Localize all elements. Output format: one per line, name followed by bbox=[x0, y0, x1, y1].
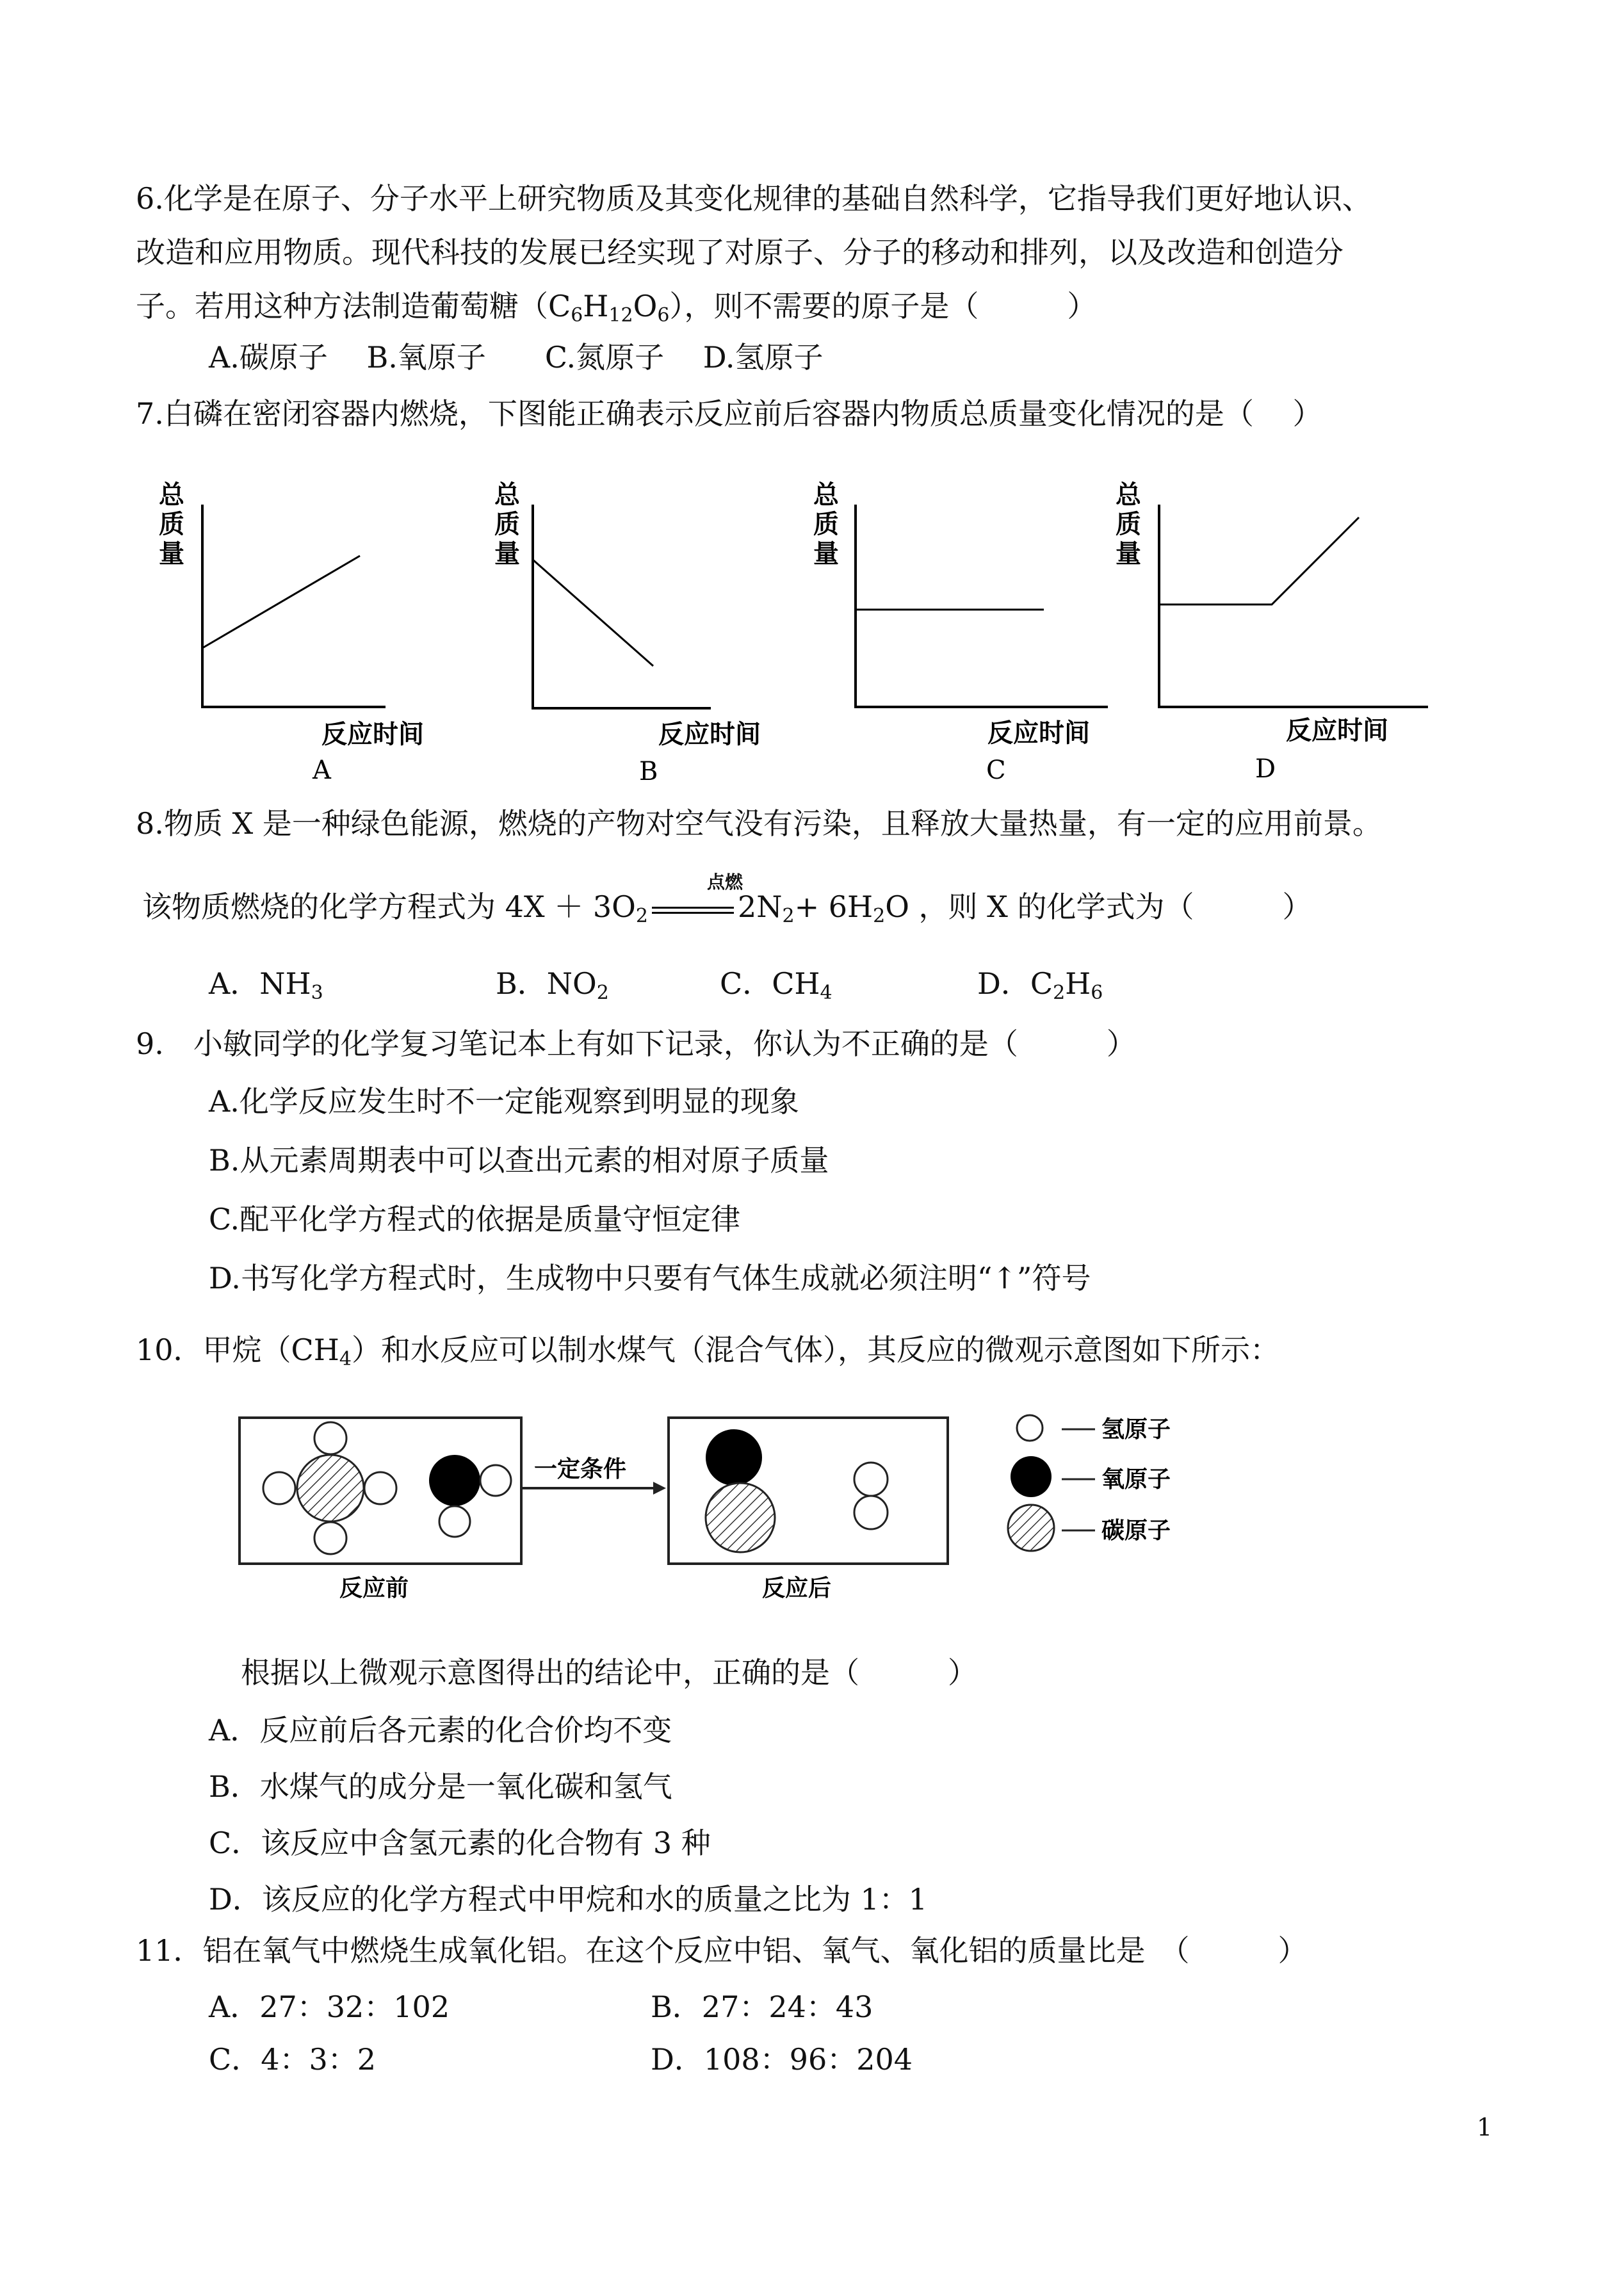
opt-sub: 2 bbox=[596, 982, 609, 1004]
ylabel: 质 bbox=[494, 509, 520, 539]
q6-options: A.碳原子 B.氧原子 C.氮原子 D.氢原子 bbox=[209, 340, 824, 375]
hydrogen-atom bbox=[480, 1465, 511, 1496]
q10-option-b: B．水煤气的成分是一氧化碳和氢气 bbox=[209, 1769, 672, 1804]
page-number: 1 bbox=[1477, 2113, 1493, 2141]
eq-prefix: 该物质燃烧的化学方程式为 4X ＋ 3O bbox=[142, 889, 636, 924]
carbon-atom bbox=[706, 1483, 775, 1552]
ylabel: 质 bbox=[1116, 509, 1141, 539]
graph-label: C bbox=[986, 756, 1006, 785]
eq-sub: 2 bbox=[873, 905, 886, 927]
arrow-label: 一定条件 bbox=[534, 1456, 627, 1482]
opt-text: A．NH bbox=[209, 966, 311, 1001]
q8-equation bbox=[142, 888, 1312, 936]
mass-line bbox=[533, 560, 653, 666]
opt-text: C．CH bbox=[720, 966, 820, 1001]
legend-oxygen: 氧原子 bbox=[1101, 1466, 1171, 1493]
before-label: 反应前 bbox=[339, 1575, 409, 1602]
xlabel: 反应时间 bbox=[987, 718, 1090, 748]
legend bbox=[1008, 1415, 1171, 1551]
eq-bar-top bbox=[652, 907, 734, 909]
q8-option-c bbox=[720, 964, 832, 1012]
xlabel: 反应时间 bbox=[658, 719, 761, 749]
q7-graphs bbox=[147, 474, 1441, 794]
ylabel: 量 bbox=[1116, 539, 1141, 569]
after-box bbox=[669, 1418, 948, 1564]
ylabel: 总 bbox=[494, 480, 520, 510]
q10-option-c: C．该反应中含氢元素的化合物有 3 种 bbox=[209, 1826, 711, 1860]
eq-condition: 点燃 bbox=[707, 872, 743, 893]
micro-diagram bbox=[237, 1409, 1236, 1614]
legend-hydrogen: 氢原子 bbox=[1101, 1416, 1171, 1443]
after-label: 反应后 bbox=[762, 1575, 832, 1602]
eq-n2: 2N bbox=[737, 889, 783, 924]
q6-o: O bbox=[633, 289, 658, 323]
graph-b bbox=[494, 480, 761, 786]
hydrogen-atom bbox=[364, 1472, 396, 1504]
q11-option-d: D．108：96：204 bbox=[651, 2042, 913, 2077]
eq-suffix: O ，则 X 的化学式为（ ） bbox=[885, 889, 1312, 924]
q11-stem: 11．铝在氧气中燃烧生成氧化铝。在这个反应中铝、氧气、氧化铝的质量比是 （ ） bbox=[136, 1933, 1308, 1968]
carbon-legend-icon bbox=[1008, 1505, 1054, 1551]
q6-line3-suffix: ），则不需要的原子是（ ） bbox=[669, 289, 1097, 323]
q9-option-b: B.从元素周期表中可以查出元素的相对原子质量 bbox=[209, 1143, 829, 1178]
q8-option-d bbox=[977, 964, 1103, 1012]
q6-line2: 改造和应用物质。现代科技的发展已经实现了对原子、分子的移动和排列，以及改造和创造分 bbox=[136, 235, 1344, 270]
h2-molecule bbox=[854, 1463, 888, 1529]
eq-sub: 2 bbox=[782, 905, 795, 927]
q6-line3-prefix: 子。若用这种方法制造葡萄糖（C bbox=[136, 289, 571, 323]
opt-sub: 4 bbox=[820, 982, 832, 1004]
ylabel: 总 bbox=[813, 480, 839, 510]
co-molecule bbox=[706, 1429, 775, 1552]
q10-stem bbox=[136, 1331, 1279, 1379]
water-molecule bbox=[429, 1455, 511, 1537]
opt-sub: 2 bbox=[1053, 982, 1066, 1004]
graph-a bbox=[159, 480, 424, 785]
stem-text: 10．甲烷（CH bbox=[136, 1333, 339, 1367]
q8-option-a bbox=[209, 964, 323, 1012]
graph-label: D bbox=[1255, 754, 1276, 784]
eq-bar-bottom bbox=[652, 912, 734, 914]
ylabel: 质 bbox=[159, 509, 184, 539]
hydrogen-atom bbox=[439, 1506, 470, 1537]
opt-sub: 3 bbox=[311, 982, 323, 1004]
q6-sub: 6 bbox=[657, 304, 670, 327]
opt-text: D．C bbox=[977, 966, 1053, 1001]
q9-stem: 9. 小敏同学的化学复习笔记本上有如下记录，你认为不正确的是（ ） bbox=[136, 1026, 1136, 1061]
hydrogen-legend-icon bbox=[1017, 1415, 1043, 1441]
opt-text: H bbox=[1065, 966, 1091, 1001]
ylabel: 总 bbox=[159, 480, 184, 510]
q8-stem: 8.物质 X 是一种绿色能源，燃烧的产物对空气没有污染，且释放大量热量，有一定的应用前景。 bbox=[136, 806, 1382, 841]
eq-h2o: + 6H bbox=[794, 889, 873, 924]
ylabel: 量 bbox=[813, 539, 839, 569]
q10-question: 根据以上微观示意图得出的结论中，正确的是（ ） bbox=[241, 1655, 977, 1690]
stem-text: ）和水反应可以制水煤气（混合气体），其反应的微观示意图如下所示： bbox=[351, 1333, 1279, 1367]
q10-option-a: A．反应前后各元素的化合价均不变 bbox=[209, 1713, 672, 1748]
hydrogen-atom bbox=[263, 1472, 295, 1504]
ylabel: 量 bbox=[159, 539, 184, 569]
hydrogen-atom bbox=[314, 1522, 346, 1554]
mass-line bbox=[1159, 517, 1359, 604]
q8-option-b bbox=[496, 964, 609, 1012]
graph-label: A bbox=[313, 756, 331, 785]
q6-h: H bbox=[583, 289, 609, 323]
q9-option-c: C.配平化学方程式的依据是质量守恒定律 bbox=[209, 1202, 741, 1237]
carbon-atom bbox=[297, 1455, 364, 1521]
legend-carbon: 碳原子 bbox=[1101, 1518, 1171, 1544]
q11-option-c: C．4：3：2 bbox=[209, 2042, 376, 2077]
hydrogen-atom bbox=[854, 1496, 888, 1529]
ylabel: 量 bbox=[494, 539, 520, 569]
xlabel: 反应时间 bbox=[321, 719, 424, 749]
graph-c bbox=[813, 480, 1108, 785]
q11-option-a: A．27：32：102 bbox=[209, 1990, 450, 2024]
stem-sub: 4 bbox=[339, 1348, 352, 1370]
hydrogen-atom bbox=[314, 1422, 346, 1454]
eq-sub: 2 bbox=[635, 905, 648, 927]
q6-line3 bbox=[136, 287, 1096, 335]
q6-line1: 6.化学是在原子、分子水平上研究物质及其变化规律的基础自然科学，它指导我们更好地认识、 bbox=[136, 181, 1372, 216]
ylabel: 总 bbox=[1116, 480, 1141, 510]
opt-sub: 6 bbox=[1091, 982, 1103, 1004]
oxygen-atom bbox=[429, 1455, 480, 1506]
q9-option-d: D.书写化学方程式时，生成物中只要有气体生成就必须注明“↑”符号 bbox=[209, 1261, 1091, 1295]
hydrogen-atom bbox=[854, 1463, 888, 1496]
arrow-head bbox=[653, 1482, 666, 1495]
ylabel: 质 bbox=[813, 509, 839, 539]
q10-option-d: D．该反应的化学方程式中甲烷和水的质量之比为 1：1 bbox=[209, 1882, 928, 1917]
methane-molecule bbox=[263, 1422, 396, 1554]
q6-sub: 12 bbox=[608, 304, 633, 327]
oxygen-legend-icon bbox=[1011, 1456, 1052, 1497]
q9-option-a: A.化学反应发生时不一定能观察到明显的现象 bbox=[209, 1084, 799, 1119]
graph-d bbox=[1116, 480, 1428, 784]
q6-sub: 6 bbox=[571, 304, 583, 327]
q7-stem: 7.白磷在密闭容器内燃烧，下图能正确表示反应前后容器内物质总质量变化情况的是（ ） bbox=[136, 396, 1322, 431]
eq-arrow bbox=[648, 896, 738, 922]
mass-line bbox=[202, 556, 360, 648]
xlabel: 反应时间 bbox=[1286, 715, 1388, 745]
opt-text: B．NO bbox=[496, 966, 597, 1001]
graph-label: B bbox=[639, 757, 658, 786]
oxygen-atom bbox=[706, 1429, 762, 1486]
q11-option-b: B．27：24：43 bbox=[651, 1990, 873, 2024]
